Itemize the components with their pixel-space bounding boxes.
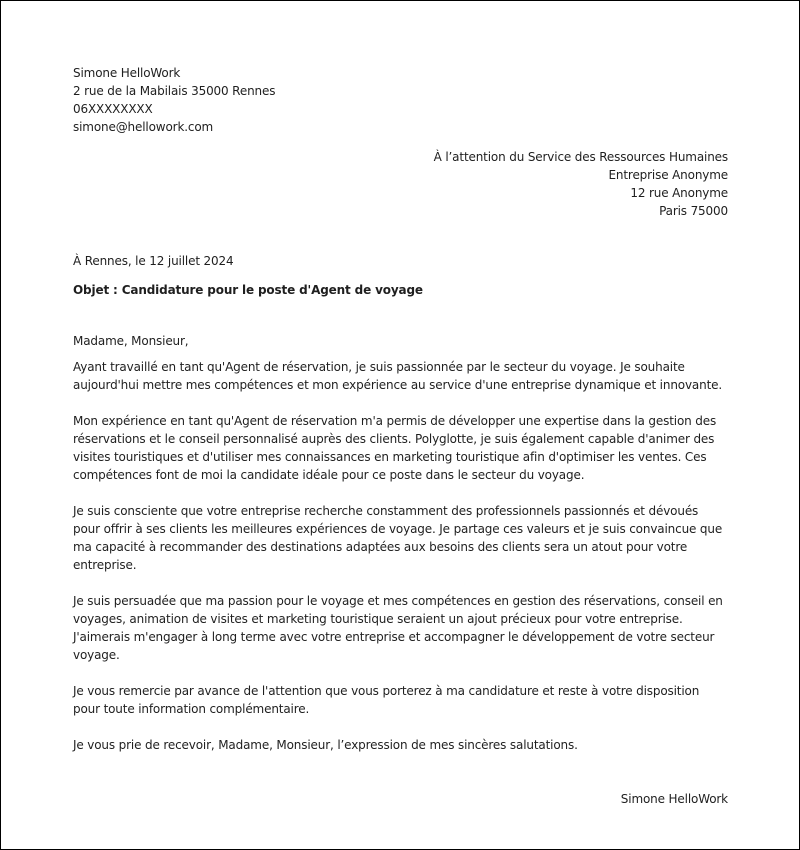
paragraph-1: Ayant travaillé en tant qu'Agent de réservation, je suis passionnée par le secteur du voyage. Je souhaite aujourd'hui mettre mes compétences et mon expérience au service d'une entreprise dynamique et innovante. <box>73 360 723 392</box>
sender-name: Simone HelloWork <box>73 66 181 80</box>
paragraph-5: Je vous remercie par avance de l'attention que vous porterez à ma candidature et reste à votre disposition pour toute information complémentaire. <box>73 684 700 716</box>
sender-block <box>73 64 728 136</box>
recipient-street: 12 rue Anonyme <box>630 186 728 200</box>
date-line: À Rennes, le 12 juillet 2024 <box>73 254 234 268</box>
paragraph-2: Mon expérience en tant qu'Agent de réservation m'a permis de développer une expertise dans la gestion des réservations et le conseil personnalisé auprès des clients. Polyglotte, je suis également capable d'animer des visites touristiques et d'utiliser mes connaissances en marketing touristique afin d'optimiser les ventes. Ces compétences font de moi la candidate idéale pour ce poste dans le secteur du voyage. <box>73 414 717 482</box>
subject-line: Objet : Candidature pour le poste d'Agent de voyage <box>73 283 423 297</box>
signature: Simone HelloWork <box>620 792 728 806</box>
recipient-attention: À l’attention du Service des Ressources Humaines <box>433 150 728 164</box>
closing-paragraph: Je vous prie de recevoir, Madame, Monsieur, l’expression de mes sincères salutations. <box>73 738 578 752</box>
sender-email: simone@hellowork.com <box>73 120 214 134</box>
recipient-city: Paris 75000 <box>659 204 728 218</box>
letter-content <box>73 64 728 808</box>
recipient-block <box>73 148 728 220</box>
letter-body <box>73 358 728 754</box>
recipient-company: Entreprise Anonyme <box>608 168 728 182</box>
paragraph-3: Je suis consciente que votre entreprise recherche constamment des professionnels passionnés et dévoués pour offrir à ses clients les meilleures expériences de voyage. Je partage ces valeurs et je suis convaincue que ma capacité à recommander des destinations adaptées aux besoins des clients sera un atout pour votre entreprise. <box>73 504 723 572</box>
sender-address: 2 rue de la Mabilais 35000 Rennes <box>73 84 276 98</box>
sender-phone: 06XXXXXXXX <box>73 102 153 116</box>
paragraph-4: Je suis persuadée que ma passion pour le voyage et mes compétences en gestion des réservations, conseil en voyages, animation de visites et marketing touristique seraient un ajout précieux pour votre entreprise. J'aimerais m'engager à long terme avec votre entreprise et accompagner le développement de votre secteur voyage. <box>73 594 723 662</box>
salutation: Madame, Monsieur, <box>73 334 189 348</box>
